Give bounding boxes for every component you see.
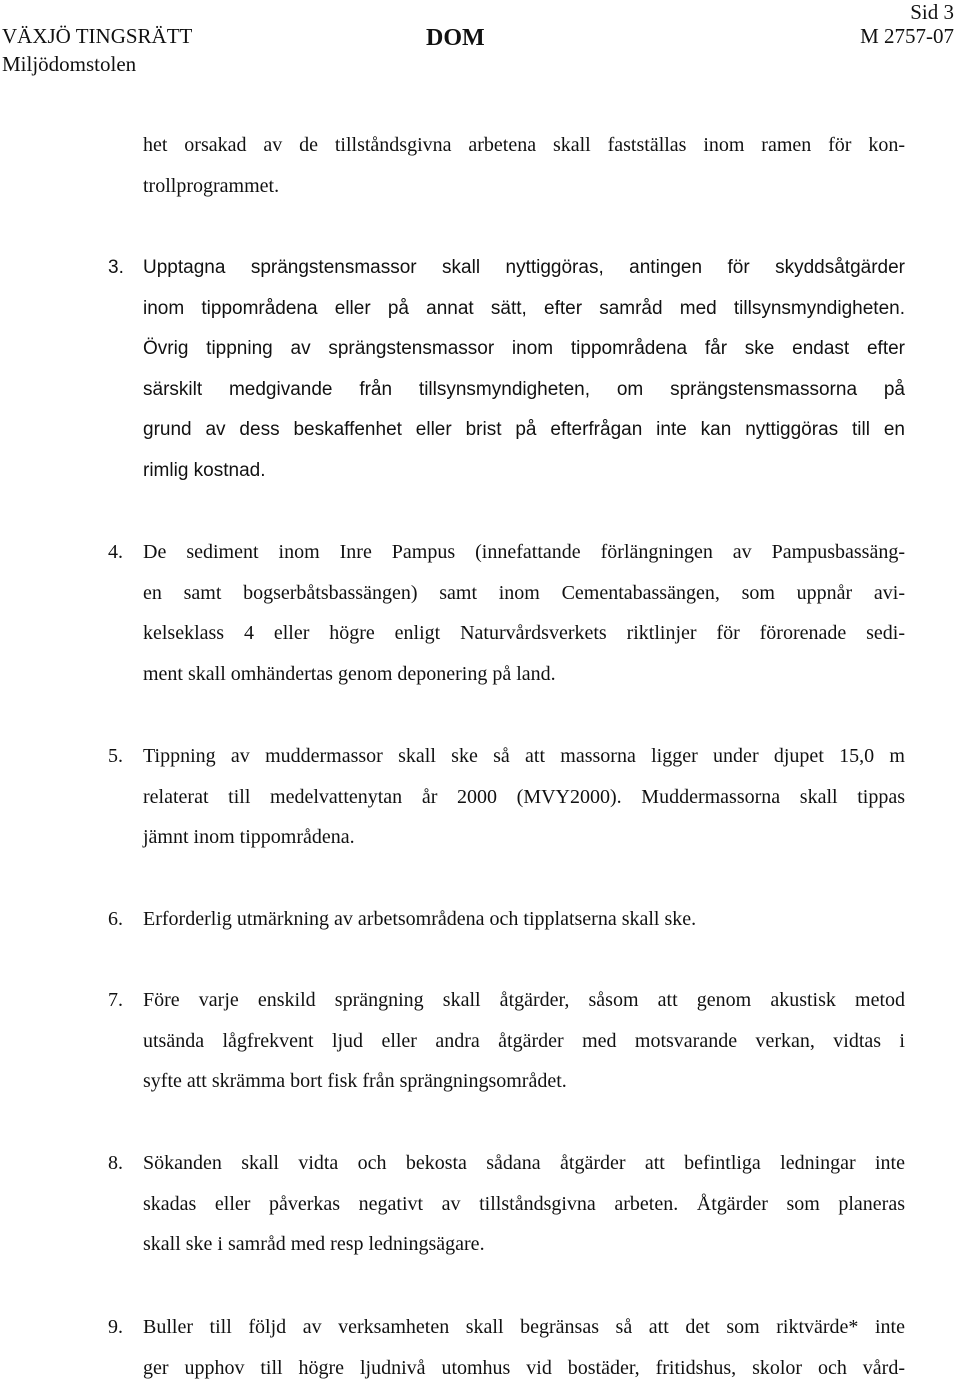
text-line: inom tippområdena eller på annat sätt, efter samråd med tillsynsmyndigheten. bbox=[143, 297, 905, 319]
paragraph-item-8 bbox=[143, 1143, 905, 1265]
text-line: skall ske i samråd med resp ledningsägare. bbox=[143, 1233, 485, 1256]
text-line: syfte att skrämma bort fisk från sprängningsområdet. bbox=[143, 1070, 567, 1093]
text-line: trollprogrammet. bbox=[143, 174, 280, 197]
paragraph-item-4 bbox=[143, 532, 905, 694]
text-line: Övrig tippning av sprängstensmassor inom tippområdena får ske endast efter bbox=[143, 338, 905, 360]
court-name: VÄXJÖ TINGSRÄTT bbox=[2, 24, 193, 48]
text-line: rimlig kostnad. bbox=[143, 459, 266, 481]
text-line: het orsakad av de tillståndsgivna arbetena skall fastställas inom ramen för kon- bbox=[143, 134, 905, 156]
item-number: 7. bbox=[108, 989, 123, 1011]
item-number: 3. bbox=[108, 257, 124, 278]
paragraph-item-9 bbox=[143, 1307, 905, 1388]
text-line: ment skall omhändertas genom deponering på land. bbox=[143, 662, 556, 685]
text-line: grund av dess beskaffenhet eller brist på efterfrågan inte kan nyttiggöras till en bbox=[143, 419, 905, 441]
text-line: utsända lågfrekvent ljud eller andra åtgärder med motsvarande verkan, vidtas i bbox=[143, 1029, 905, 1052]
paragraph-item-7 bbox=[143, 980, 905, 1102]
text-line: jämnt inom tippområdena. bbox=[143, 826, 355, 849]
text-line: Sökanden skall vidta och bekosta sådana åtgärder att befintliga ledningar inte bbox=[143, 1152, 905, 1174]
text-line: Tippning av muddermassor skall ske så att massorna ligger under djupet 15,0 m bbox=[143, 745, 905, 767]
item-number: 9. bbox=[108, 1316, 123, 1338]
text-line: De sediment inom Inre Pampus (innefattande förlängningen av Pampusbassäng- bbox=[143, 541, 905, 563]
text-line: Upptagna sprängstensmassor skall nyttiggöras, antingen för skyddsåtgärder bbox=[143, 257, 905, 278]
paragraph-item-5 bbox=[143, 736, 905, 858]
text-line: kelseklass 4 eller högre enligt Naturvårdsverkets riktlinjer för förorenade sedi- bbox=[143, 622, 905, 645]
case-number: M 2757-07 bbox=[860, 24, 954, 48]
item-number: 6. bbox=[108, 908, 123, 930]
court-division: Miljödomstolen bbox=[2, 52, 137, 76]
page-number: Sid 3 bbox=[910, 0, 954, 24]
text-line: Före varje enskild sprängning skall åtgärder, såsom att genom akustisk metod bbox=[143, 989, 905, 1011]
text-line: ger upphov till högre ljudnivå utomhus vid bostäder, fritidshus, skolor och vård- bbox=[143, 1356, 905, 1379]
item-number: 4. bbox=[108, 541, 123, 563]
text-line: Erforderlig utmärkning av arbetsområdena och tipplatserna skall ske. bbox=[143, 908, 697, 930]
page-header bbox=[0, 0, 960, 80]
text-line: Buller till följd av verksamheten skall begränsas så att det som riktvärde* inte bbox=[143, 1316, 905, 1338]
item-number: 8. bbox=[108, 1152, 123, 1174]
text-line: relaterat till medelvattenytan år 2000 (MVY2000). Muddermassorna skall tippas bbox=[143, 785, 905, 808]
paragraph-continuation bbox=[143, 125, 905, 206]
text-line: särskilt medgivande från tillsynsmyndigheten, om sprängstensmassorna på bbox=[143, 378, 905, 400]
document-type: DOM bbox=[426, 25, 485, 51]
text-line: skadas eller påverkas negativt av tillståndsgivna arbeten. Åtgärder som planeras bbox=[143, 1192, 905, 1215]
text-line: en samt bogserbåtsbassängen) samt inom Cementabassängen, som uppnår avi- bbox=[143, 581, 905, 604]
paragraph-item-3 bbox=[143, 248, 905, 492]
item-number: 5. bbox=[108, 745, 123, 767]
paragraph-item-6 bbox=[143, 899, 905, 940]
